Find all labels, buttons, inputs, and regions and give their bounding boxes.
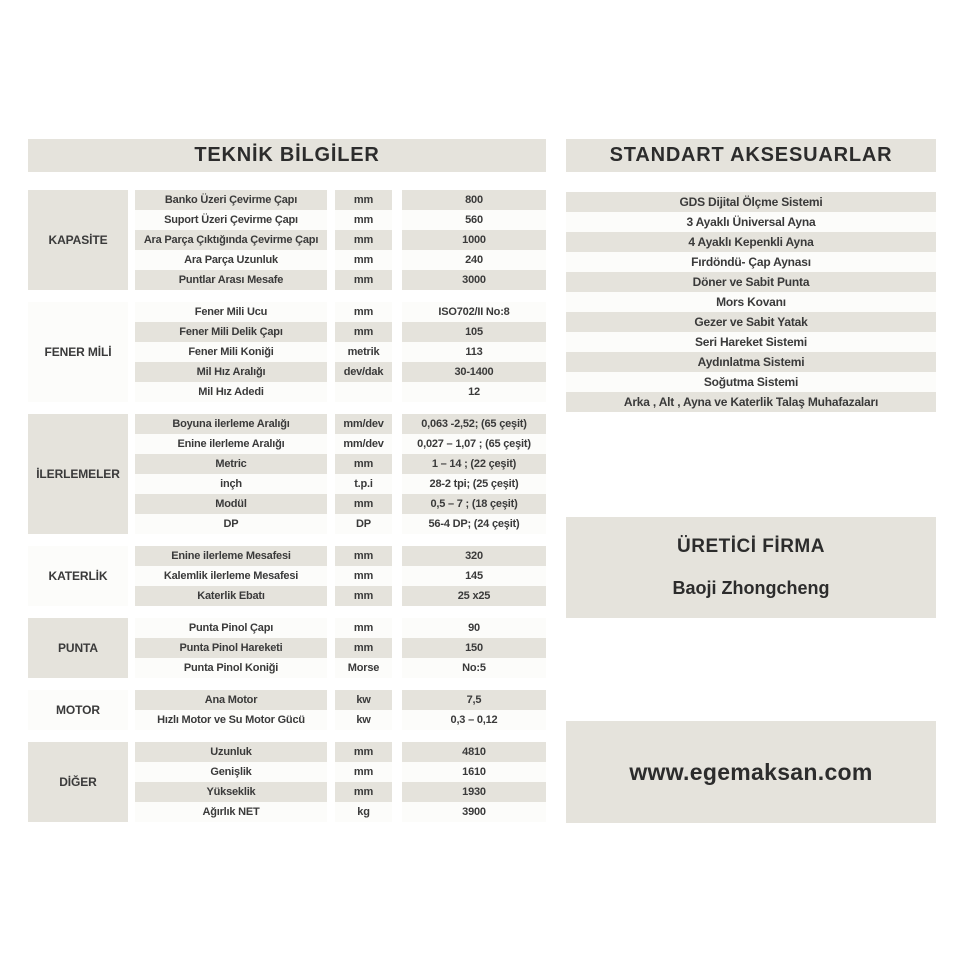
spec-row xyxy=(135,742,546,762)
spec-value: 25 x25 xyxy=(402,586,546,606)
spec-row xyxy=(135,322,546,342)
spec-unit: mm xyxy=(335,454,392,474)
category-label: MOTOR xyxy=(28,690,128,730)
spec-value: 0,5 – 7 ; (18 çeşit) xyxy=(402,494,546,514)
spec-row xyxy=(135,586,546,606)
spec-value: 560 xyxy=(402,210,546,230)
spec-unit: mm/dev xyxy=(335,434,392,454)
spec-rows xyxy=(135,414,546,534)
spec-row xyxy=(135,514,546,534)
spec-unit: dev/dak xyxy=(335,362,392,382)
spec-rows xyxy=(135,618,546,678)
spec-label: Punta Pinol Koniği xyxy=(135,658,327,678)
spec-row xyxy=(135,690,546,710)
spec-label: Fener Mili Ucu xyxy=(135,302,327,322)
spec-row xyxy=(135,250,546,270)
spec-section xyxy=(28,190,546,290)
spec-value: 1610 xyxy=(402,762,546,782)
spec-row xyxy=(135,434,546,454)
spec-label: Ana Motor xyxy=(135,690,327,710)
spec-unit: t.p.i xyxy=(335,474,392,494)
spec-value: 1000 xyxy=(402,230,546,250)
spec-label: Hızlı Motor ve Su Motor Gücü xyxy=(135,710,327,730)
spec-section xyxy=(28,414,546,534)
spec-unit: mm xyxy=(335,230,392,250)
accessory-item: Aydınlatma Sistemi xyxy=(566,352,936,372)
spec-row xyxy=(135,762,546,782)
spec-row xyxy=(135,302,546,322)
spec-unit: kw xyxy=(335,710,392,730)
spec-value: ISO702/II No:8 xyxy=(402,302,546,322)
manufacturer-name: Baoji Zhongcheng xyxy=(672,578,830,598)
spec-unit: kg xyxy=(335,802,392,822)
technical-info-panel xyxy=(28,139,546,822)
category-label: İLERLEMELER xyxy=(28,414,128,534)
spec-label: Kalemlik ilerleme Mesafesi xyxy=(135,566,327,586)
spec-unit: mm xyxy=(335,566,392,586)
spec-row xyxy=(135,658,546,678)
spec-rows xyxy=(135,690,546,730)
spec-label: Ara Parça Uzunluk xyxy=(135,250,327,270)
spec-unit: mm xyxy=(335,190,392,210)
spec-unit: mm xyxy=(335,618,392,638)
spec-label: Puntlar Arası Mesafe xyxy=(135,270,327,290)
spec-unit: DP xyxy=(335,514,392,534)
spec-section xyxy=(28,742,546,822)
accessory-item: Gezer ve Sabit Yatak xyxy=(566,312,936,332)
spec-unit: mm xyxy=(335,270,392,290)
spec-row xyxy=(135,362,546,382)
spec-label: Mil Hız Aralığı xyxy=(135,362,327,382)
spec-label: Ara Parça Çıktığında Çevirme Çapı xyxy=(135,230,327,250)
spec-value: 1930 xyxy=(402,782,546,802)
accessory-item: Mors Kovanı xyxy=(566,292,936,312)
spec-row xyxy=(135,494,546,514)
spec-row xyxy=(135,566,546,586)
spec-label: Punta Pinol Hareketi xyxy=(135,638,327,658)
spec-section xyxy=(28,690,546,730)
spec-unit: mm xyxy=(335,742,392,762)
accessory-item: Seri Hareket Sistemi xyxy=(566,332,936,352)
spec-row xyxy=(135,802,546,822)
spec-value: 320 xyxy=(402,546,546,566)
spec-value: 0,027 – 1,07 ; (65 çeşit) xyxy=(402,434,546,454)
spec-unit: mm xyxy=(335,782,392,802)
spec-value: 113 xyxy=(402,342,546,362)
spec-row xyxy=(135,710,546,730)
accessories-panel xyxy=(566,139,936,823)
accessory-item: Fırdöndü- Çap Aynası xyxy=(566,252,936,272)
spec-row xyxy=(135,210,546,230)
category-label: PUNTA xyxy=(28,618,128,678)
spec-label: Metric xyxy=(135,454,327,474)
spec-value: 30-1400 xyxy=(402,362,546,382)
accessory-item: Arka , Alt , Ayna ve Katerlik Talaş Muhafazaları xyxy=(566,392,936,412)
spec-unit: mm xyxy=(335,322,392,342)
spec-value: 7,5 xyxy=(402,690,546,710)
spec-row xyxy=(135,546,546,566)
accessories-title: STANDART AKSESUARLAR xyxy=(566,139,936,172)
website-text: www.egemaksan.com xyxy=(629,758,873,785)
spec-value: 240 xyxy=(402,250,546,270)
accessory-item: GDS Dijital Ölçme Sistemi xyxy=(566,192,936,212)
accessory-item: Soğutma Sistemi xyxy=(566,372,936,392)
spec-section xyxy=(28,618,546,678)
spec-row xyxy=(135,618,546,638)
spec-value: 3900 xyxy=(402,802,546,822)
spec-label: Enine ilerleme Mesafesi xyxy=(135,546,327,566)
spec-rows xyxy=(135,742,546,822)
category-label: DİĞER xyxy=(28,742,128,822)
spec-row xyxy=(135,454,546,474)
spec-unit: mm/dev xyxy=(335,414,392,434)
spec-label: Fener Mili Koniği xyxy=(135,342,327,362)
spec-value: 800 xyxy=(402,190,546,210)
spec-unit: mm xyxy=(335,494,392,514)
spec-label: DP xyxy=(135,514,327,534)
spec-label: Punta Pinol Çapı xyxy=(135,618,327,638)
spec-value: 105 xyxy=(402,322,546,342)
spec-label: Katerlik Ebatı xyxy=(135,586,327,606)
spec-row xyxy=(135,190,546,210)
spec-row xyxy=(135,230,546,250)
spec-label: Uzunluk xyxy=(135,742,327,762)
spec-label: Enine ilerleme Aralığı xyxy=(135,434,327,454)
spec-row xyxy=(135,342,546,362)
spec-value: 12 xyxy=(402,382,546,402)
accessory-item: 3 Ayaklı Üniversal Ayna xyxy=(566,212,936,232)
spec-unit: mm xyxy=(335,210,392,230)
spec-label: Boyuna ilerleme Aralığı xyxy=(135,414,327,434)
technical-info-title: TEKNİK BİLGİLER xyxy=(28,139,546,172)
spec-label: Modül xyxy=(135,494,327,514)
spec-value: 28-2 tpi; (25 çeşit) xyxy=(402,474,546,494)
spec-sections xyxy=(28,190,546,822)
accessory-item: 4 Ayaklı Kepenkli Ayna xyxy=(566,232,936,252)
spec-value: 0,3 – 0,12 xyxy=(402,710,546,730)
spec-value: 150 xyxy=(402,638,546,658)
spec-value: 56-4 DP; (24 çeşit) xyxy=(402,514,546,534)
accessory-item: Döner ve Sabit Punta xyxy=(566,272,936,292)
spec-row xyxy=(135,270,546,290)
spec-unit: kw xyxy=(335,690,392,710)
spec-label: Mil Hız Adedi xyxy=(135,382,327,402)
spec-value: No:5 xyxy=(402,658,546,678)
spec-label: Yükseklik xyxy=(135,782,327,802)
spec-value: 90 xyxy=(402,618,546,638)
category-label: FENER MİLİ xyxy=(28,302,128,402)
spec-value: 3000 xyxy=(402,270,546,290)
category-label: KAPASİTE xyxy=(28,190,128,290)
spec-rows xyxy=(135,190,546,290)
manufacturer-box xyxy=(566,517,936,618)
spec-value: 0,063 -2,52; (65 çeşit) xyxy=(402,414,546,434)
spec-section xyxy=(28,546,546,606)
spec-rows xyxy=(135,546,546,606)
spec-label: Suport Üzeri Çevirme Çapı xyxy=(135,210,327,230)
spec-label: inçh xyxy=(135,474,327,494)
spec-row xyxy=(135,782,546,802)
spec-row xyxy=(135,474,546,494)
spec-unit: mm xyxy=(335,302,392,322)
spec-label: Genişlik xyxy=(135,762,327,782)
accessories-list xyxy=(566,192,936,412)
spec-row xyxy=(135,414,546,434)
spec-section xyxy=(28,302,546,402)
spec-unit: metrik xyxy=(335,342,392,362)
spec-value: 145 xyxy=(402,566,546,586)
spec-unit: mm xyxy=(335,638,392,658)
spec-label: Fener Mili Delik Çapı xyxy=(135,322,327,342)
spec-rows xyxy=(135,302,546,402)
spec-unit: Morse xyxy=(335,658,392,678)
spec-value: 1 – 14 ; (22 çeşit) xyxy=(402,454,546,474)
spec-unit: mm xyxy=(335,586,392,606)
spec-unit: mm xyxy=(335,250,392,270)
website-box xyxy=(566,721,936,823)
manufacturer-title: ÜRETİCİ FİRMA xyxy=(677,536,825,557)
spec-label: Banko Üzeri Çevirme Çapı xyxy=(135,190,327,210)
spec-row xyxy=(135,638,546,658)
spec-unit xyxy=(335,382,392,402)
spec-label: Ağırlık NET xyxy=(135,802,327,822)
spec-row xyxy=(135,382,546,402)
category-label: KATERLİK xyxy=(28,546,128,606)
spec-unit: mm xyxy=(335,546,392,566)
spec-value: 4810 xyxy=(402,742,546,762)
spec-unit: mm xyxy=(335,762,392,782)
